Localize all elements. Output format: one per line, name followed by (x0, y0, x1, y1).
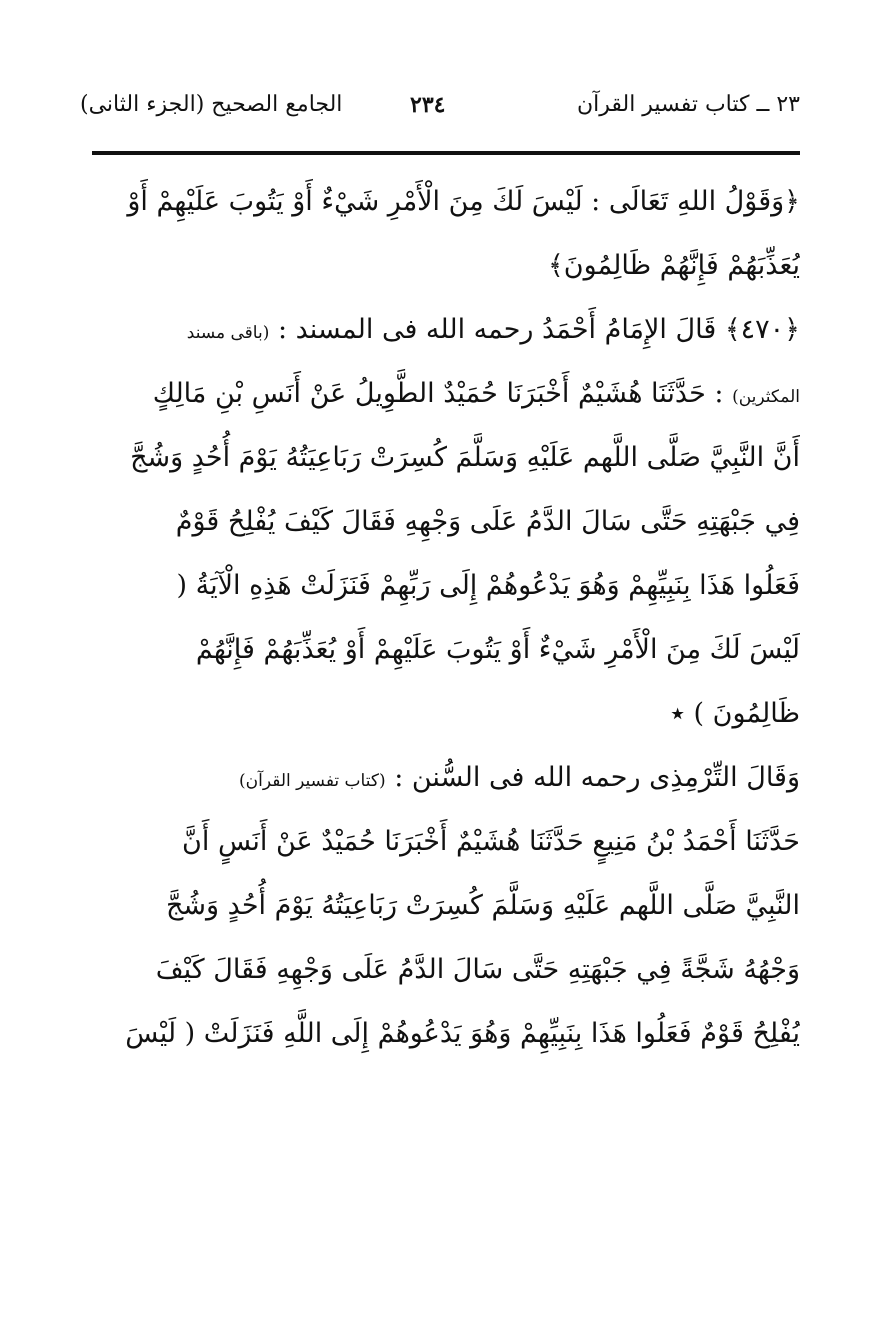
tirmidhi-line: يُفْلِحُ قَوْمٌ فَعَلُوا هَذَا بِنَبِيِّهِمْ وَهُوَ يَدْعُوهُمْ إِلَى اللَّهِ فَنَزَلَتْ ( لَيْسَ (125, 1018, 800, 1049)
chapter-title: ٢٣ ــ كتاب تفسير القرآن (576, 92, 800, 117)
hadith-heading-text: ﴿٤٧٠﴾ قَالَ الإِمَامُ أَحْمَدُ رحمه الله فى المسند : (277, 314, 800, 345)
hadith-line: فَعَلُوا هَذَا بِنَبِيِّهِمْ وَهُوَ يَدْعُوهُمْ إِلَى رَبِّهِمْ فَنَزَلَتْ هَذِهِ الْآيَةُ ( (176, 570, 800, 601)
hadith-text: : حَدَّثَنَا هُشَيْمٌ أَخْبَرَنَا حُمَيْدٌ الطَّوِيلُ عَنْ أَنَسِ بْنِ مَالِكٍ (152, 378, 724, 409)
verse-line: يُعَذِّبَهُمْ فَإِنَّهُمْ ظَالِمُونَ﴾ (547, 250, 800, 281)
source-reference: (باقى مسند (186, 323, 270, 343)
tirmidhi-line: النَّبِيَّ صَلَّى اللَّهم عَلَيْهِ وَسَلَّمَ كُسِرَتْ رَبَاعِيَتُهُ يَوْمَ أُحُدٍ وَشُجَّ (165, 890, 800, 921)
running-head (80, 92, 800, 132)
tirmidhi-line: وَجْهُهُ شَجَّةً فِي جَبْهَتِهِ حَتَّى سَالَ الدَّمُ عَلَى وَجْهِهِ فَقَالَ كَيْفَ (155, 954, 800, 985)
hadith-heading (70, 298, 800, 362)
hadith-line: ظَالِمُونَ ) ٭ (670, 698, 800, 729)
tirmidhi-heading-text: وَقَالَ التِّرْمِذِى رحمه الله فى السُّنن : (394, 762, 800, 793)
hadith-line: أَنَّ النَّبِيَّ صَلَّى اللَّهم عَلَيْهِ وَسَلَّمَ كُسِرَتْ رَبَاعِيَتُهُ يَوْمَ أُحُدٍ وَشُجَّ (130, 442, 800, 473)
tirmidhi-heading (70, 746, 800, 810)
book-title: الجامع الصحيح (الجزء الثانى) (80, 92, 343, 117)
source-reference: المكثرين) (732, 387, 800, 407)
hadith-line (70, 362, 800, 426)
tirmidhi-line: حَدَّثَنَا أَحْمَدُ بْنُ مَنِيعٍ حَدَّثَنَا هُشَيْمٌ أَخْبَرَنَا حُمَيْدٌ عَنْ أَنَسٍ أَنَّ (182, 826, 800, 857)
hadith-line: لَيْسَ لَكَ مِنَ الْأَمْرِ شَيْءٌ أَوْ يَتُوبَ عَلَيْهِمْ أَوْ يُعَذِّبَهُمْ فَإِنَّهُمْ (195, 634, 800, 665)
hadith-line: فِي جَبْهَتِهِ حَتَّى سَالَ الدَّمُ عَلَى وَجْهِهِ فَقَالَ كَيْفَ يُفْلِحُ قَوْمٌ (175, 506, 800, 537)
source-reference: (كتاب تفسير القرآن) (239, 771, 386, 791)
header-rule (92, 151, 800, 155)
page-number: ٢٣٤ (410, 92, 446, 118)
verse-line: ﴿وَقَوْلُ اللهِ تَعَالَى : لَيْسَ لَكَ مِنَ الْأَمْرِ شَيْءٌ أَوْ يَتُوبَ عَلَيْهِمْ أَوْ (127, 186, 800, 217)
page-body (70, 170, 800, 1066)
